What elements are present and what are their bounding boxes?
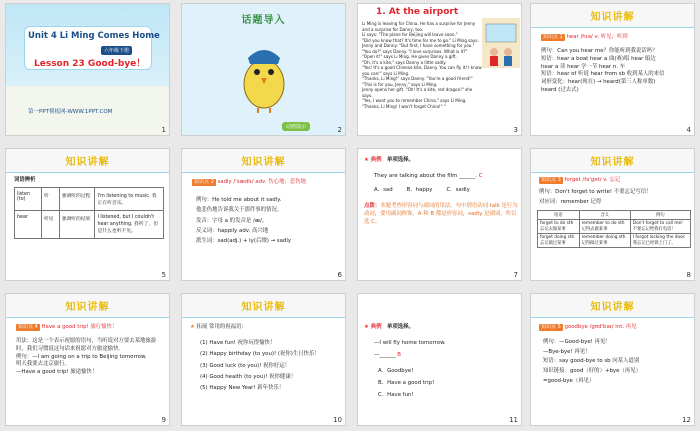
table-cell-meaning: 听见 bbox=[41, 211, 59, 239]
explanation-lines bbox=[16, 338, 166, 377]
slide-header bbox=[531, 294, 694, 318]
table-cell: Don't forget to call me! 不要忘记给我打电话！ bbox=[630, 220, 690, 234]
point-text: forget /fə'get/ v. 忘记 bbox=[564, 177, 621, 183]
table-cell-word: listen (to) bbox=[15, 188, 42, 211]
slide-4[interactable] bbox=[530, 3, 695, 136]
point-text: sadly /'sædlɪ/ adv. 伤心地；悲伤地 bbox=[217, 179, 306, 185]
example-prompt: 单项选择。 bbox=[386, 157, 414, 163]
options-row bbox=[374, 187, 514, 195]
slide-title: 知识讲解 bbox=[590, 12, 635, 23]
section-label: 词语辨析 bbox=[14, 177, 36, 183]
phrase-table bbox=[537, 210, 691, 248]
table-cell: I forgot locking the door. 我忘记已经锁上门了。 bbox=[630, 234, 690, 248]
antonym-text: 对应词：remember 记得 bbox=[539, 199, 602, 205]
blank-line bbox=[374, 352, 401, 360]
slide-heading: 1. At the airport bbox=[376, 7, 459, 17]
question-text: —I will fly home tomorrow. bbox=[374, 340, 446, 346]
story-line: "This is for you, Jenny," says Li Ming. bbox=[362, 81, 438, 87]
example-text: 例句：Don't forget to write! 不要忘记写信！ bbox=[539, 189, 652, 195]
question-line bbox=[374, 173, 483, 181]
slide-number: 12 bbox=[682, 416, 691, 424]
explanation-line: 例句：He told me about it sadly. bbox=[196, 197, 282, 203]
slide-title: 知识讲解 bbox=[65, 157, 110, 168]
point-text: goodbye /gʊd'baɪ/ int. 再见 bbox=[564, 324, 637, 330]
slide-header bbox=[6, 294, 169, 318]
explanation-line: 明天我要去北京旅行。 bbox=[16, 361, 70, 368]
slide-7[interactable] bbox=[357, 148, 522, 281]
table-cell-word: hear bbox=[15, 211, 42, 239]
slide-12[interactable] bbox=[530, 293, 695, 426]
explanation-line: 派生词：sad(adj.) + ly(后缀) → sadly bbox=[196, 238, 292, 245]
explanation-line: =good-bye（再见） bbox=[543, 377, 595, 384]
explanation-line: 发音：字母 a 的发音是 /æ/。 bbox=[196, 217, 268, 224]
slide-title: 话题导入 bbox=[241, 15, 286, 26]
explanation-lines bbox=[196, 195, 342, 246]
chick-illustration bbox=[234, 34, 294, 114]
story-line: "Open it!" says Li Ming. He gives Danny a gift. bbox=[362, 54, 457, 60]
slide-1[interactable] bbox=[5, 3, 170, 136]
point-line bbox=[16, 324, 117, 332]
point-line bbox=[539, 177, 620, 185]
slide-3[interactable] bbox=[357, 3, 522, 136]
option-item: C．Have fun! bbox=[378, 391, 414, 398]
greeting-line: (4) Good health (to you)! 祝你健康！ bbox=[200, 374, 297, 381]
slide-number: 8 bbox=[686, 271, 691, 279]
table-header-row bbox=[538, 211, 691, 220]
question-text: They are talking about the film ______. bbox=[374, 173, 478, 179]
example-header bbox=[364, 157, 414, 165]
slide-number: 4 bbox=[686, 126, 691, 134]
point-line bbox=[539, 324, 637, 332]
point-line bbox=[192, 179, 306, 187]
slide-number: 1 bbox=[161, 126, 166, 134]
slide-number: 3 bbox=[513, 126, 518, 134]
slide-title: 知识讲解 bbox=[241, 157, 286, 168]
explanation-lines bbox=[543, 338, 691, 387]
greeting-lines bbox=[200, 338, 342, 395]
slide-6[interactable] bbox=[181, 148, 346, 281]
story-line: "Thanks, Li Ming!" says Danny. "You're a good friend!" bbox=[362, 76, 473, 82]
explanation-line: 用法：这是一个表示祝愿的语句，当听说对方要去某地旅游时，我们习惯说这句话来祝愿对方旅途愉快。 bbox=[16, 338, 157, 352]
story-line: Li says: "The plane for Beijing will leave soon." bbox=[362, 32, 458, 38]
greeting-line: (1) Have fun! 祝你玩得愉快！ bbox=[200, 340, 276, 346]
slide-8[interactable] bbox=[530, 148, 695, 281]
animation-button[interactable]: 动画演示 bbox=[282, 122, 310, 131]
star-icon: ★ bbox=[364, 324, 369, 330]
point-badge: 知识点 4 bbox=[18, 324, 38, 330]
table-cell: remember to do sth 记得去做某事 bbox=[579, 220, 630, 234]
story-line: "Did you know that? It's time for me to go." Li Ming says. bbox=[362, 37, 479, 43]
story-line: "Yes, I want you to remember China," says Li Ming. bbox=[362, 98, 467, 104]
footer-text: 第一PPT模板网-WWW.1PPT.COM bbox=[28, 109, 113, 115]
option-item: B．happy bbox=[406, 187, 433, 193]
story-text bbox=[362, 21, 482, 109]
point-line bbox=[541, 34, 628, 42]
story-line: you can!" says Li Ming. bbox=[362, 70, 410, 76]
greeting-line: (5) Happy New Year! 新年快乐！ bbox=[200, 385, 285, 392]
option-item: A．sad bbox=[374, 187, 393, 193]
unit-title: Unit 4 Li Ming Comes Home bbox=[28, 31, 160, 41]
point-badge: 知识点 1 bbox=[543, 34, 563, 40]
table-cell: forget to do sth 忘记去做某事 bbox=[538, 220, 580, 234]
option-item: C．sadly bbox=[446, 187, 470, 193]
lesson-title: Lesson 23 Good-bye！ bbox=[34, 59, 146, 69]
table-cell-example: I listened, but I couldn't hear anything. 我听了，但是什么也听不见。 bbox=[95, 211, 164, 239]
lead-line bbox=[190, 324, 247, 332]
explanation-line: —Bye-bye! 再见！ bbox=[543, 348, 591, 355]
table-row bbox=[15, 188, 164, 211]
star-icon: ★ bbox=[190, 324, 195, 330]
point-badge: 知识点 5 bbox=[541, 324, 561, 330]
slide-number: 5 bbox=[161, 271, 166, 279]
explanation-line: 例句：—I am going on a trip to Beijing tomorrow. bbox=[16, 353, 147, 360]
story-line: "Yes! It's a good Chinese kite, Danny. You can fly it! I know bbox=[362, 65, 482, 71]
table-row bbox=[538, 234, 691, 248]
story-line: Jenny opens her gift. "Oh! It's a kite, red dragon!" she says. bbox=[362, 87, 473, 98]
point-text: Have a good trip! 旅行愉快！ bbox=[41, 324, 118, 330]
slide-header bbox=[531, 149, 694, 173]
table-cell: forget doing sth 忘记做过某事 bbox=[538, 234, 580, 248]
explanation-line: —Have a good trip! 旅途愉快！ bbox=[16, 369, 98, 376]
point-badge: 知识点 3 bbox=[541, 177, 561, 183]
option-item: B．Have a good trip! bbox=[378, 379, 435, 386]
slide-number: 2 bbox=[337, 126, 342, 134]
example-title: 典例 bbox=[370, 324, 382, 330]
story-line: Li Ming is leaving for China. He has a surprise for Jenny bbox=[362, 21, 476, 26]
point-text: hear /hɪə/ v. 听见；听到 bbox=[566, 34, 628, 40]
explanation-lines bbox=[541, 48, 691, 95]
explanation-line: 短语：hear of 听说 hear from sb 收到某人的来信 bbox=[541, 71, 665, 78]
explanation-line: hear a 读 hear 学一节 hear n. 车 bbox=[541, 63, 626, 70]
point-badge: 知识点 2 bbox=[194, 179, 214, 185]
explanation-line: heard (过去式) bbox=[541, 87, 579, 94]
story-line: and a surprise for Danny, too. bbox=[362, 26, 424, 32]
table-row bbox=[15, 211, 164, 239]
option-item: A．Goodbye! bbox=[378, 368, 414, 374]
table-header-cell: 含义 bbox=[579, 211, 630, 220]
table-cell-example: I'm listening to music. 我正在听音乐。 bbox=[95, 188, 164, 211]
explanation-line: 例句：Can you hear me？你能听到我说话吗？ bbox=[541, 48, 658, 54]
table-header-cell: 例句 bbox=[630, 211, 690, 220]
explanation-line: 知识链接：good（好的）+bye（再见） bbox=[543, 368, 641, 375]
table-cell: remember doing sth 记得做过某事 bbox=[579, 234, 630, 248]
slide-number: 9 bbox=[161, 416, 166, 424]
explanation-line: 短语：say good-bye to sb 向某人道别 bbox=[543, 358, 640, 365]
slide-header bbox=[182, 149, 345, 173]
greeting-line: (2) Happy birthday (to you)! (祝你)生日快乐！ bbox=[200, 351, 320, 358]
slide-2[interactable] bbox=[181, 3, 346, 136]
slide-header bbox=[531, 4, 694, 28]
greeting-line: (3) Good luck (to you)! 祝你好运！ bbox=[200, 362, 291, 369]
slide-title: 知识讲解 bbox=[590, 302, 635, 313]
blank-text: —______ bbox=[374, 352, 396, 358]
table-row bbox=[538, 220, 691, 234]
story-line: Jenny and Danny: "But first, I have something for you." bbox=[362, 43, 475, 49]
slide-header bbox=[182, 294, 345, 318]
explanation-line: 反义词：happily adv. 高兴地 bbox=[196, 227, 269, 234]
example-header bbox=[364, 324, 414, 332]
explanation-line: 词形变化：hear(现在) → heard(第三人称单数) bbox=[541, 79, 656, 86]
table-header-cell: 短语 bbox=[538, 211, 580, 220]
tip-box bbox=[364, 203, 518, 226]
example-title: 典例 bbox=[370, 157, 382, 163]
example-prompt: 单项选择。 bbox=[386, 324, 414, 330]
slide-number: 10 bbox=[333, 416, 342, 424]
slide-title: 知识讲解 bbox=[65, 302, 110, 313]
story-line: "You do?" says Danny. "I love surprises. What is it?" bbox=[362, 48, 468, 54]
star-icon: ★ bbox=[364, 157, 369, 163]
story-line: "Thanks, Li Ming! I won't forget China!" " bbox=[362, 103, 446, 109]
slide-5[interactable] bbox=[5, 148, 170, 281]
slide-9[interactable] bbox=[5, 293, 170, 426]
slide-10[interactable] bbox=[181, 293, 346, 426]
slide-11[interactable] bbox=[357, 293, 522, 426]
table-cell-focus: 强调听的结果 bbox=[59, 211, 95, 239]
options-list bbox=[378, 366, 508, 402]
slide-number: 6 bbox=[337, 271, 342, 279]
slide-header bbox=[6, 149, 169, 173]
story-line: "Oh, it's a kite," says Danny a little sadly. bbox=[362, 59, 447, 65]
tip-label: 点拨： bbox=[364, 203, 381, 209]
slide-title: 知识讲解 bbox=[241, 302, 286, 313]
grade-badge: 六年级下册 bbox=[101, 46, 132, 55]
answer-text: C bbox=[478, 173, 483, 179]
lead-text: 拓展 常用的祝福语： bbox=[196, 324, 247, 330]
tip-text: 本题考查形容词与副词的用法。句中谓语动词 talk 是行为动词，要用副词修饰，A 和 B 都是形容词，sadly 是副词，所以选 C。 bbox=[364, 203, 518, 225]
answer-text: B bbox=[397, 352, 401, 358]
explanation-line: 短语：hear a boat hear a 曲(赛)唱 hear 船边 bbox=[541, 55, 656, 62]
table-cell-focus: 强调听的过程 bbox=[59, 188, 95, 211]
slide-title: 知识讲解 bbox=[590, 157, 635, 168]
comparison-table bbox=[14, 187, 164, 239]
slide-number: 11 bbox=[509, 416, 518, 424]
airport-illustration bbox=[482, 18, 520, 68]
explanation-line: 例句：—Good-bye! 再见！ bbox=[543, 339, 611, 345]
explanation-line: 他悲伤地告诉我关于那件事的情况。 bbox=[196, 207, 283, 214]
slide-number: 7 bbox=[513, 271, 518, 279]
table-cell-meaning: 听 bbox=[41, 188, 59, 211]
